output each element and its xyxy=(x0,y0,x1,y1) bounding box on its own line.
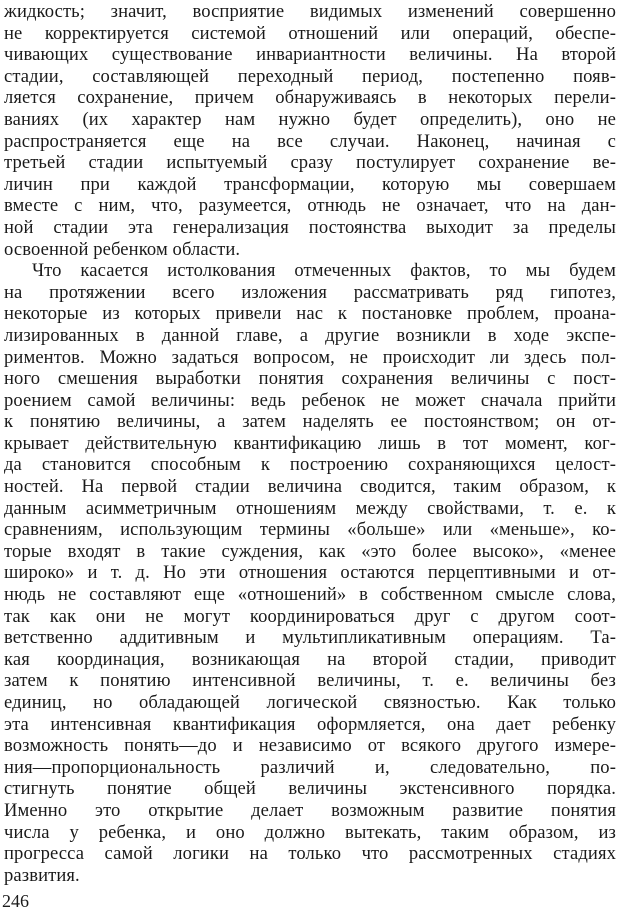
text-line: данным асимметричным отношениям между свойствами, т. е. к xyxy=(4,497,616,519)
body-text xyxy=(4,1,616,886)
text-line: так как они не могут координироваться друг с другом соот- xyxy=(4,605,616,627)
text-line: освоенной ребенком области. xyxy=(4,238,241,260)
text-line: ного смешения выработки понятия сохранения величины с пост- xyxy=(4,368,616,390)
text-line: на протяжении всего изложения рассматривать ряд гипотез, xyxy=(4,281,616,303)
text-line: эта интенсивная квантификация оформляется, она дает ребенку xyxy=(4,713,616,735)
text-line: чивающих существование инвариантности величины. На второй xyxy=(4,44,616,66)
text-line: ляется сохранение, причем обнаруживаясь в некоторых перели- xyxy=(4,87,616,109)
text-line: не корректируется системой отношений или операций, обеспе- xyxy=(4,22,616,44)
text-line: числа у ребенка, и оно должно вытекать, таким образом, из xyxy=(4,821,616,843)
text-line: некоторые из которых привели нас к постановке проблем, проана- xyxy=(4,303,616,325)
text-line: возможность понять—до и независимо от всякого другого измере- xyxy=(4,735,616,757)
text-line: ваниях (их характер нам нужно будет определить), оно не xyxy=(4,108,616,130)
text-line: стадии, составляющей переходный период, постепенно появ- xyxy=(4,65,616,87)
text-line: кая координация, возникающая на второй стадии, приводит xyxy=(4,648,616,670)
page-number: 246 xyxy=(2,891,29,911)
text-line: ветственно аддитивным и мультипликативным операциям. Та- xyxy=(4,627,616,649)
text-line: ностей. На первой стадии величина сводится, таким образом, к xyxy=(4,476,616,498)
text-line: Именно это открытие делает возможным развитие понятия xyxy=(4,799,616,821)
text-line: вместе с ним, что, разумеется, отнюдь не означает, что на дан- xyxy=(4,195,616,217)
text-line: распространяется еще на все случаи. Наконец, начиная с xyxy=(4,130,616,152)
text-line: торые входят в такие суждения, как «это более высоко», «менее xyxy=(4,540,616,562)
text-line: затем к понятию интенсивной величины, т. е. величины без xyxy=(4,670,616,692)
text-line: ной стадии эта генерализация постоянства выходит за пределы xyxy=(4,216,616,238)
text-line: к понятию величины, а затем наделять ее постоянством; он от- xyxy=(4,411,616,433)
text-line: третьей стадии испытуемый сразу постулирует сохранение ве- xyxy=(4,152,616,174)
text-line: риментов. Можно задаться вопросом, не происходит ли здесь пол- xyxy=(4,346,616,368)
text-line: широко» и т. д. Но эти отношения остаются перцептивными и от- xyxy=(4,562,616,584)
text-line: лизированных в данной главе, а другие возникли в ходе экспе- xyxy=(4,324,616,346)
text-line: нюдь не составляют еще «отношений» в собственном смысле слова, xyxy=(4,584,616,606)
text-line: Что касается истолкования отмеченных фактов, то мы будем xyxy=(32,260,616,282)
text-line: развития. xyxy=(4,864,80,886)
text-line: да становится способным к построению сохраняющихся целост- xyxy=(4,454,616,476)
text-line: единиц, но обладающей логической связностью. Как только xyxy=(4,692,616,713)
text-line: крывает действительную квантификацию лишь в тот момент, ког- xyxy=(4,432,616,454)
text-line: роением самой величины: ведь ребенок не может сначала прийти xyxy=(4,389,616,411)
text-line: личин при каждой трансформации, которую мы совершаем xyxy=(4,173,616,195)
text-line: стигнуть понятие общей величины экстенсивного порядка. xyxy=(4,778,616,800)
text-line: ния—пропорциональность различий и, следовательно, по- xyxy=(4,756,616,778)
paragraph-2 xyxy=(4,260,616,886)
text-line: прогресса самой логики на только что рассмотренных стадиях xyxy=(4,843,616,865)
paragraph-1 xyxy=(4,1,616,260)
text-line: сравнениям, использующим термины «больше» или «меньше», ко- xyxy=(4,519,616,541)
text-line: жидкость; значит, восприятие видимых изменений совершенно xyxy=(4,1,616,22)
